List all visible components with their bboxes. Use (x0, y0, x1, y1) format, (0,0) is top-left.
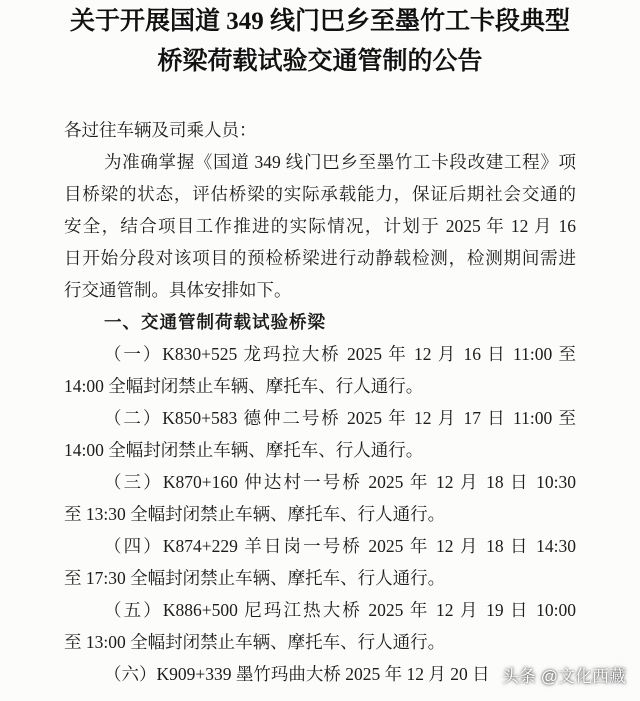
item-4-line-2: 至 17:30 全幅封闭禁止车辆、摩托车、行人通行。 (64, 568, 446, 588)
intro-line: 安全，结合项目工作推进的实际情况，计划于 2025 年 12 月 16 (64, 216, 576, 236)
item-1-line-1: （一）K830+525 龙玛拉大桥 2025 年 12 月 16 日 11:00 至 (104, 344, 576, 364)
title-line-2: 桥梁荷载试验交通管制的公告 (157, 48, 483, 75)
intro-line: 为准确掌握《国道 349 线门巴乡至墨竹工卡段改建工程》项 (104, 152, 576, 172)
item-3-line-2: 至 13:30 全幅封闭禁止车辆、摩托车、行人通行。 (64, 504, 446, 524)
intro-line: 行交通管制。具体安排如下。 (64, 280, 292, 300)
item-3-line-1: （三）K870+160 仲达村一号桥 2025 年 12 月 18 日 10:30 (104, 472, 576, 492)
item-5-line-1: （五）K886+500 尼玛江热大桥 2025 年 12 月 19 日 10:00 (104, 600, 576, 620)
item-5-line-2: 至 13:00 全幅封闭禁止车辆、摩托车、行人通行。 (64, 632, 446, 652)
intro-line: 目桥梁的状态，评估桥梁的实际承载能力，保证后期社会交通的 (64, 184, 576, 204)
intro-line: 日开始分段对该项目的预检桥梁进行动静载检测，检测期间需进 (64, 248, 576, 268)
title-line-1: 关于开展国道 349 线门巴乡至墨竹工卡段典型 (69, 8, 570, 35)
item-1-line-2: 14:00 全幅封闭禁止车辆、摩托车、行人通行。 (64, 376, 424, 396)
section-heading: 一、交通管制荷载试验桥梁 (104, 312, 326, 332)
item-2-line-1: （二）K850+583 德仲二号桥 2025 年 12 月 17 日 11:00 至 (104, 408, 576, 428)
item-4-line-1: （四）K874+229 羊日岗一号桥 2025 年 12 月 18 日 14:30 (104, 536, 576, 556)
greeting: 各过往车辆及司乘人员： (64, 120, 257, 140)
source-watermark: 头条 @文化西藏 (502, 667, 626, 686)
item-2-line-2: 14:00 全幅封闭禁止车辆、摩托车、行人通行。 (64, 440, 424, 460)
item-6-line-1: （六）K909+339 墨竹玛曲大桥 2025 年 12 月 20 日 (104, 664, 490, 684)
document-body (64, 114, 576, 690)
document-title (0, 2, 640, 82)
